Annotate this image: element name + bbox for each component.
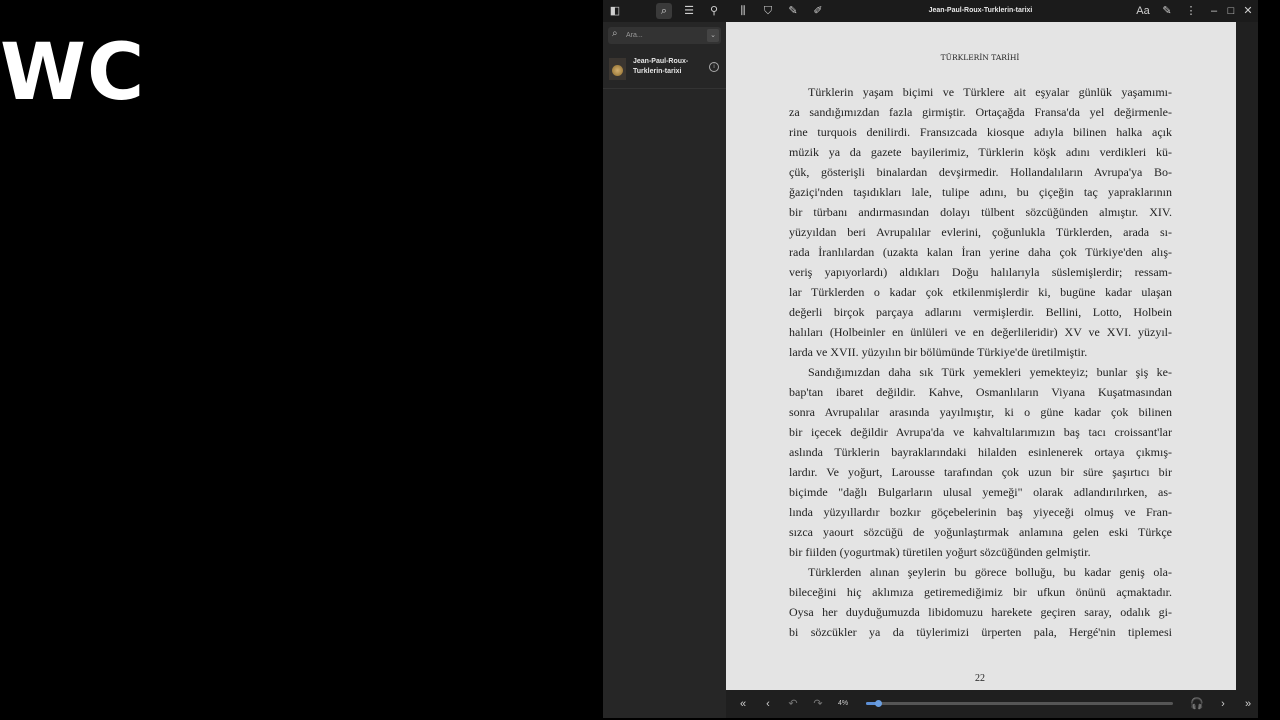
book-title: Jean-Paul-Roux-Turklerin-tarixi bbox=[633, 58, 689, 75]
search-icon[interactable]: ⌕ bbox=[656, 3, 672, 19]
text-line: bir içecek değildir Avrupa'da ve kahvaltılarımızın baş tacı croissant'lar bbox=[789, 425, 1172, 439]
text-line: veriş yapıyorlardı) aldıkları Doğu halılarıyla süslemişlerdir; ressam- bbox=[789, 265, 1172, 279]
text-line: lar Türklerden o kadar çok etkilenmişlerdir ki, bugüne kadar ulaşan bbox=[789, 285, 1172, 299]
text-line: bi sözcükler ya da tüylerimizi ürperten pala, Hergé'nin tiplemesi bbox=[789, 625, 1172, 639]
page-body-text bbox=[789, 82, 1172, 642]
text-line: biçimde "dağlı Bulgarların ulusal yemeği" olarak adlandırılırken, as- bbox=[789, 485, 1172, 499]
book-page bbox=[726, 22, 1236, 690]
text-line: za sandığımızdan fazla girmiştir. Ortaçağda Fransa'da yel değirmenle- bbox=[789, 105, 1172, 119]
last-page-icon[interactable]: » bbox=[1244, 698, 1252, 710]
progress-slider[interactable] bbox=[866, 702, 1173, 705]
text-line: yüzyıldan beri Avrupalılar evlerini, çoğunlukla Türklerden, arada sı- bbox=[789, 225, 1172, 239]
next-page-icon[interactable]: › bbox=[1221, 698, 1225, 710]
text-line: Sandığımızdan daha sık Türk yemekleri yemekteyiz; bunlar şiş ke- bbox=[808, 365, 1172, 379]
document-title: Jean-Paul-Roux-Turklerin-tarixi bbox=[928, 7, 1033, 14]
text-line: ğaziçi'nden taşıdıkları lale, tulipe adını, bu çiçeğin taç yapraklarının bbox=[789, 185, 1172, 199]
first-page-icon[interactable]: « bbox=[739, 698, 747, 710]
text-line: lardır. Ve yoğurt, Larousse tarafından çok uzun bir süre şaşırtıcı bir bbox=[789, 465, 1172, 479]
pin-icon[interactable]: ⚲ bbox=[709, 5, 719, 17]
text-line: bir fiilden (yogurtmak) türetilen yoğurt sözcüğünden gelmiştir. bbox=[789, 545, 1091, 559]
text-line: Türklerin yaşam biçimi ve Türklere ait eşyalar günlük yaşamımı- bbox=[808, 85, 1172, 99]
divider bbox=[603, 88, 726, 89]
highlighter-icon[interactable]: ✐ bbox=[813, 5, 823, 17]
headphones-icon[interactable]: 🎧 bbox=[1190, 698, 1204, 710]
undo-icon[interactable]: ↶ bbox=[788, 698, 798, 710]
text-line: sızca yaourt sözcüğü de yoğunlaştırmak anlamına gelen eski Türkçe bbox=[789, 525, 1172, 539]
text-line: Oysa her duyduğumuzda libidomuzu harekete geçiren saray, odalık gi- bbox=[789, 605, 1172, 619]
text-line: larda ve XVII. yüzyılın bir bölümünde Türkiye'de üretilmiştir. bbox=[789, 345, 1088, 359]
redo-icon[interactable]: ↷ bbox=[813, 698, 823, 710]
search-field-icon: ⌕ bbox=[612, 28, 618, 39]
text-line: bileceğini hiç aklımıza getiremediğimiz bir ufkun önünü açmaktadır. bbox=[789, 585, 1172, 599]
book-cover-thumbnail bbox=[609, 58, 626, 80]
text-line: aslında Türklerin bayraklarındaki hilalden esinlenerek ortaya çıkmış- bbox=[789, 445, 1172, 459]
cover-emblem bbox=[612, 65, 623, 76]
close-icon[interactable]: ✕ bbox=[1243, 5, 1253, 17]
text-line: bir türbanı andırmasından dolayı tülbent sözcüğünden almıştır. XIV. bbox=[789, 205, 1172, 219]
navigation-bar bbox=[726, 690, 1258, 718]
library-icon[interactable]: ⫼ bbox=[740, 5, 746, 17]
book-list-item[interactable] bbox=[603, 55, 726, 87]
font-settings-icon[interactable]: Aa bbox=[1136, 5, 1150, 17]
search-input[interactable] bbox=[626, 27, 706, 44]
text-line: halıları (Holbeinler en ünlüleri ve en değerlileridir) XV ve XVI. yüzyıl- bbox=[789, 325, 1172, 339]
reader-window bbox=[603, 0, 1258, 718]
progress-thumb[interactable] bbox=[875, 700, 882, 707]
info-icon[interactable]: i bbox=[709, 62, 719, 72]
text-line: bap'tan ibaret değildir. Kahve, Osmanlıların Viyana Kuşatmasından bbox=[789, 385, 1172, 399]
overlay-text: WC bbox=[0, 28, 146, 118]
text-line: sonra Avrupalılar arasında yayılmıştır, ki o güne kadar çok bilinen bbox=[789, 405, 1172, 419]
text-line: değerli birçok parçaya adlarını vermişlerdir. Bellini, Lotto, Holbein bbox=[789, 305, 1172, 319]
text-line: müzik ya da gazete bayilerimiz, Türklerin köşk adını verdikleri kü- bbox=[789, 145, 1172, 159]
more-options-icon[interactable]: ⋮ bbox=[1185, 5, 1197, 17]
text-line: rine turquois denilirdi. Fransızcada kiosque adıyla bilinen halka açık bbox=[789, 125, 1172, 139]
chevron-down-icon[interactable]: ⌄ bbox=[707, 29, 719, 42]
bookmark-icon[interactable]: ⛉ bbox=[763, 5, 773, 17]
previous-page-icon[interactable]: ‹ bbox=[766, 698, 770, 710]
sidebar bbox=[603, 22, 726, 718]
menu-icon[interactable]: ☰ bbox=[684, 5, 694, 17]
annotation-icon[interactable]: ✎ bbox=[788, 5, 798, 17]
minimize-icon[interactable]: – bbox=[1210, 5, 1218, 17]
text-line: rada İranlılardan (uzakta kalan İran yerine daha çok Türkiye'den alış- bbox=[789, 245, 1172, 259]
text-line: lında yüzyıllardır bozkır göçebelerinin baş yiyeceği olmuş ve Fran- bbox=[789, 505, 1172, 519]
edit-icon[interactable]: ✎ bbox=[1162, 5, 1172, 17]
sidebar-toggle-icon[interactable]: ◧ bbox=[609, 5, 621, 17]
maximize-icon[interactable]: □ bbox=[1227, 5, 1235, 17]
running-head: TÜRKLERİN TARİHİ bbox=[940, 53, 1020, 62]
title-bar bbox=[603, 0, 1258, 22]
search-box[interactable] bbox=[608, 27, 721, 44]
text-line: çük, gösterişli binalardan devşirmedir. Hollandalıların Avrupa'ya Bo- bbox=[789, 165, 1172, 179]
progress-percentage: 4% bbox=[838, 700, 849, 707]
page-number: 22 bbox=[975, 673, 985, 684]
text-line: Türklerden alınan şeylerin bu görece bolluğu, bu kadar geniş ola- bbox=[808, 565, 1172, 579]
